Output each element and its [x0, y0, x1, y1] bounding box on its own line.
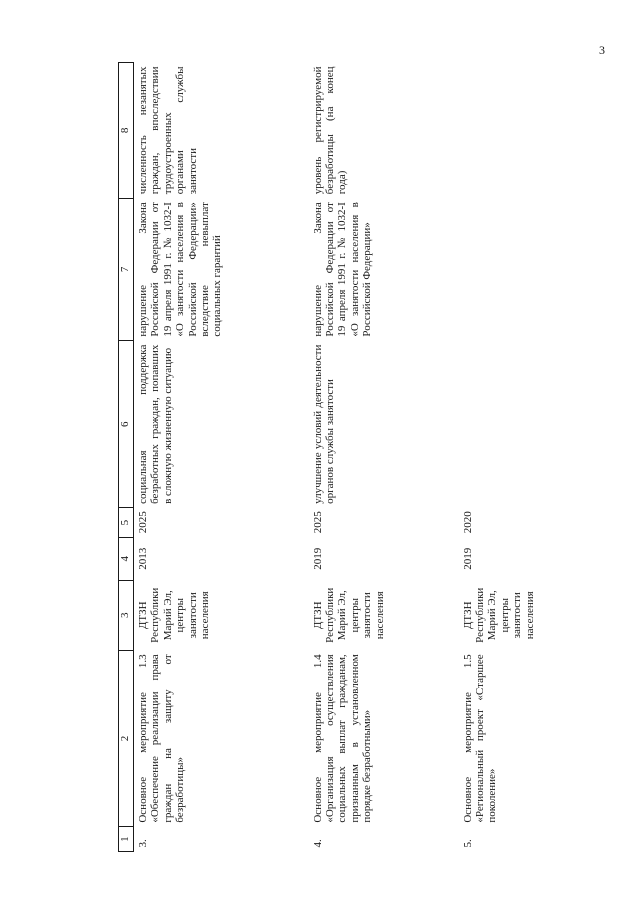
measure-name: Основное мероприятие 1.5 «Региональный проект «Старшее поколение»: [461, 654, 499, 823]
measure-name: Основное мероприятие 1.3 «Обеспечение реализации права граждан на защиту от безработицы»: [137, 654, 187, 823]
row-number: 5.: [461, 839, 474, 848]
column-header: 3: [119, 580, 134, 650]
table-row: [134, 63, 309, 852]
start-year: 2013: [137, 547, 149, 570]
expected-result: [459, 341, 544, 508]
column-header: 8: [119, 63, 134, 199]
indicators: численность незанятых граждан, впоследствии трудоустроенных органами службы занятости: [137, 66, 199, 195]
rotated-table-container: [118, 62, 536, 852]
column-header: 2: [119, 650, 134, 826]
measure-name: Основное мероприятие 1.4 «Организация осуществления социальных выплат гражданам, признанным в установленном порядке безработными»: [311, 654, 374, 823]
row-number: 4.: [311, 839, 324, 848]
indicators: [459, 63, 544, 199]
indicators: уровень регистрируемой безработицы (на конец года): [311, 66, 349, 195]
row-number: 3.: [137, 839, 149, 848]
expected-result: улучшение условий деятельности органов службы занятости: [311, 344, 336, 504]
consequences: нарушение Закона Российской Федерации от 19 апреля 1991 г. № 1032-I «О занятости населения в Российской Федерации»: [311, 202, 374, 337]
column-header: 7: [119, 198, 134, 340]
end-year: 2025: [137, 511, 149, 534]
executor: ДТЗН Республики Марий Эл, центры занятости населения: [461, 587, 536, 643]
page-number: 3: [599, 43, 605, 57]
executor: ДТЗН Республики Марий Эл, центры занятости населения: [137, 587, 212, 643]
column-header: 5: [119, 508, 134, 537]
end-year: 2020: [461, 511, 474, 534]
table-row: [459, 63, 544, 852]
column-header: 6: [119, 341, 134, 508]
measures-table: [118, 62, 544, 852]
consequences: нарушение Закона Российской Федерации от 19 апреля 1991 г. № 1032-I «О занятости населения в Российской Федерации» вследствие невыплат социальных гарантий: [137, 202, 224, 337]
start-year: 2019: [461, 547, 474, 570]
column-header: 1: [119, 827, 134, 852]
table-header-row: [119, 63, 134, 852]
start-year: 2019: [311, 547, 324, 570]
expected-result: социальная поддержка безработных граждан, попавших в сложную жизненную ситуацию: [137, 344, 174, 504]
end-year: 2025: [311, 511, 324, 534]
table-row: [309, 63, 459, 852]
consequences: [459, 198, 544, 340]
column-header: 4: [119, 537, 134, 580]
executor: ДТЗН Республики Марий Эл, центры занятости населения: [311, 587, 386, 643]
